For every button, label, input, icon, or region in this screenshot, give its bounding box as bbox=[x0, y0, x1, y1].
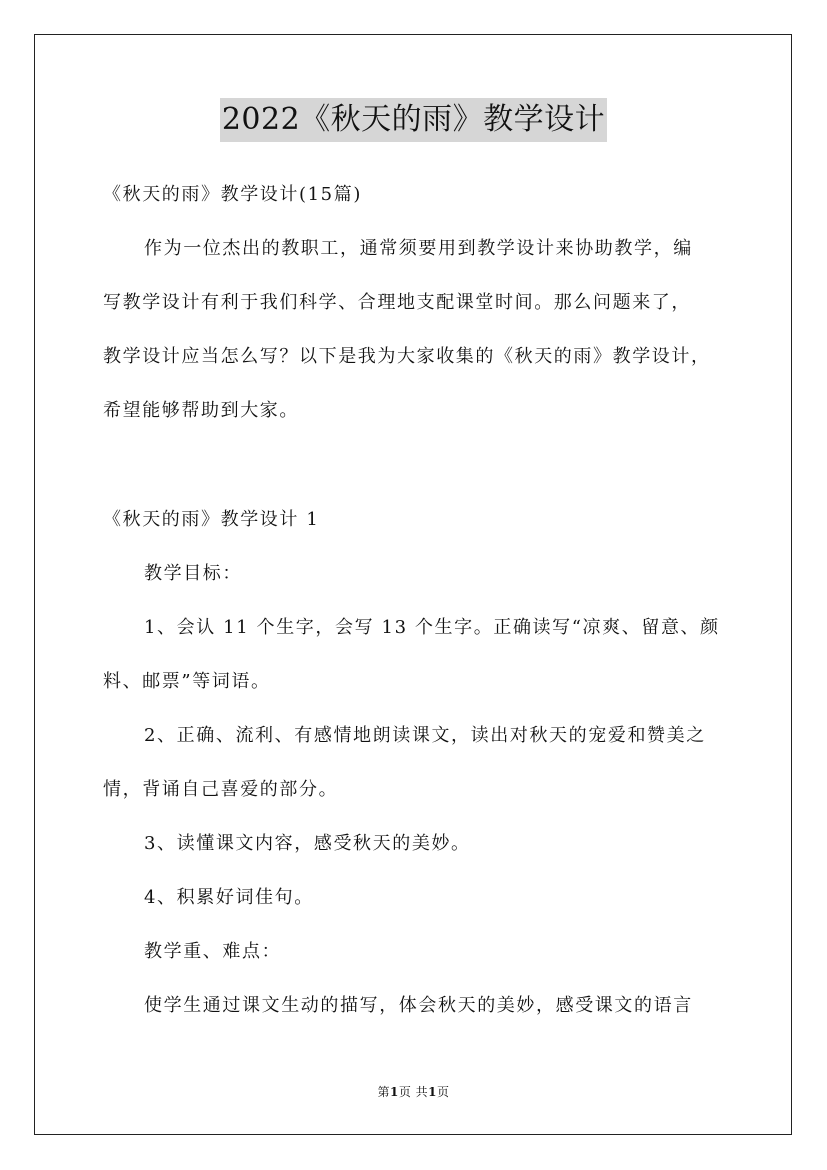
intro-line: 作为一位杰出的教职工，通常须要用到教学设计来协助教学，编 bbox=[144, 238, 693, 259]
title-container bbox=[0, 98, 827, 142]
document-subtitle: 《秋天的雨》教学设计(15篇) bbox=[103, 184, 362, 205]
goal-line: 1、会认 11 个生字，会写 13 个生字。正确读写“凉爽、留意、颜 bbox=[144, 617, 720, 638]
page-current: 1 bbox=[389, 1085, 399, 1099]
goal-line: 料、邮票”等词语。 bbox=[103, 671, 271, 692]
goal-line: 4、积累好词佳句。 bbox=[144, 887, 314, 908]
intro-line: 写教学设计有利于我们科学、合理地支配课堂时间。那么问题来了， bbox=[103, 292, 691, 313]
goal-line: 2、正确、流利、有感情地朗读课文，读出对秋天的宠爱和赞美之 bbox=[144, 725, 706, 746]
goal-line: 情，背诵自己喜爱的部分。 bbox=[103, 779, 339, 800]
page-footer bbox=[0, 1083, 827, 1100]
intro-line: 希望能够帮助到大家。 bbox=[103, 400, 299, 421]
section-heading: 《秋天的雨》教学设计 1 bbox=[103, 509, 320, 530]
key-points-label: 教学重、难点： bbox=[144, 941, 282, 962]
page-suffix: 页 bbox=[437, 1085, 450, 1099]
intro-line: 教学设计应当怎么写？以下是我为大家收集的《秋天的雨》教学设计， bbox=[103, 346, 711, 367]
page-mid: 页 共 bbox=[398, 1085, 429, 1099]
document-title: 2022《秋天的雨》教学设计 bbox=[220, 98, 607, 142]
page-prefix: 第 bbox=[377, 1085, 390, 1099]
page-total: 1 bbox=[428, 1085, 438, 1099]
goals-label: 教学目标： bbox=[144, 563, 242, 584]
goal-line: 3、读懂课文内容，感受秋天的美妙。 bbox=[144, 833, 471, 854]
key-points-line: 使学生通过课文生动的描写，体会秋天的美妙，感受课文的语言 bbox=[144, 995, 693, 1016]
